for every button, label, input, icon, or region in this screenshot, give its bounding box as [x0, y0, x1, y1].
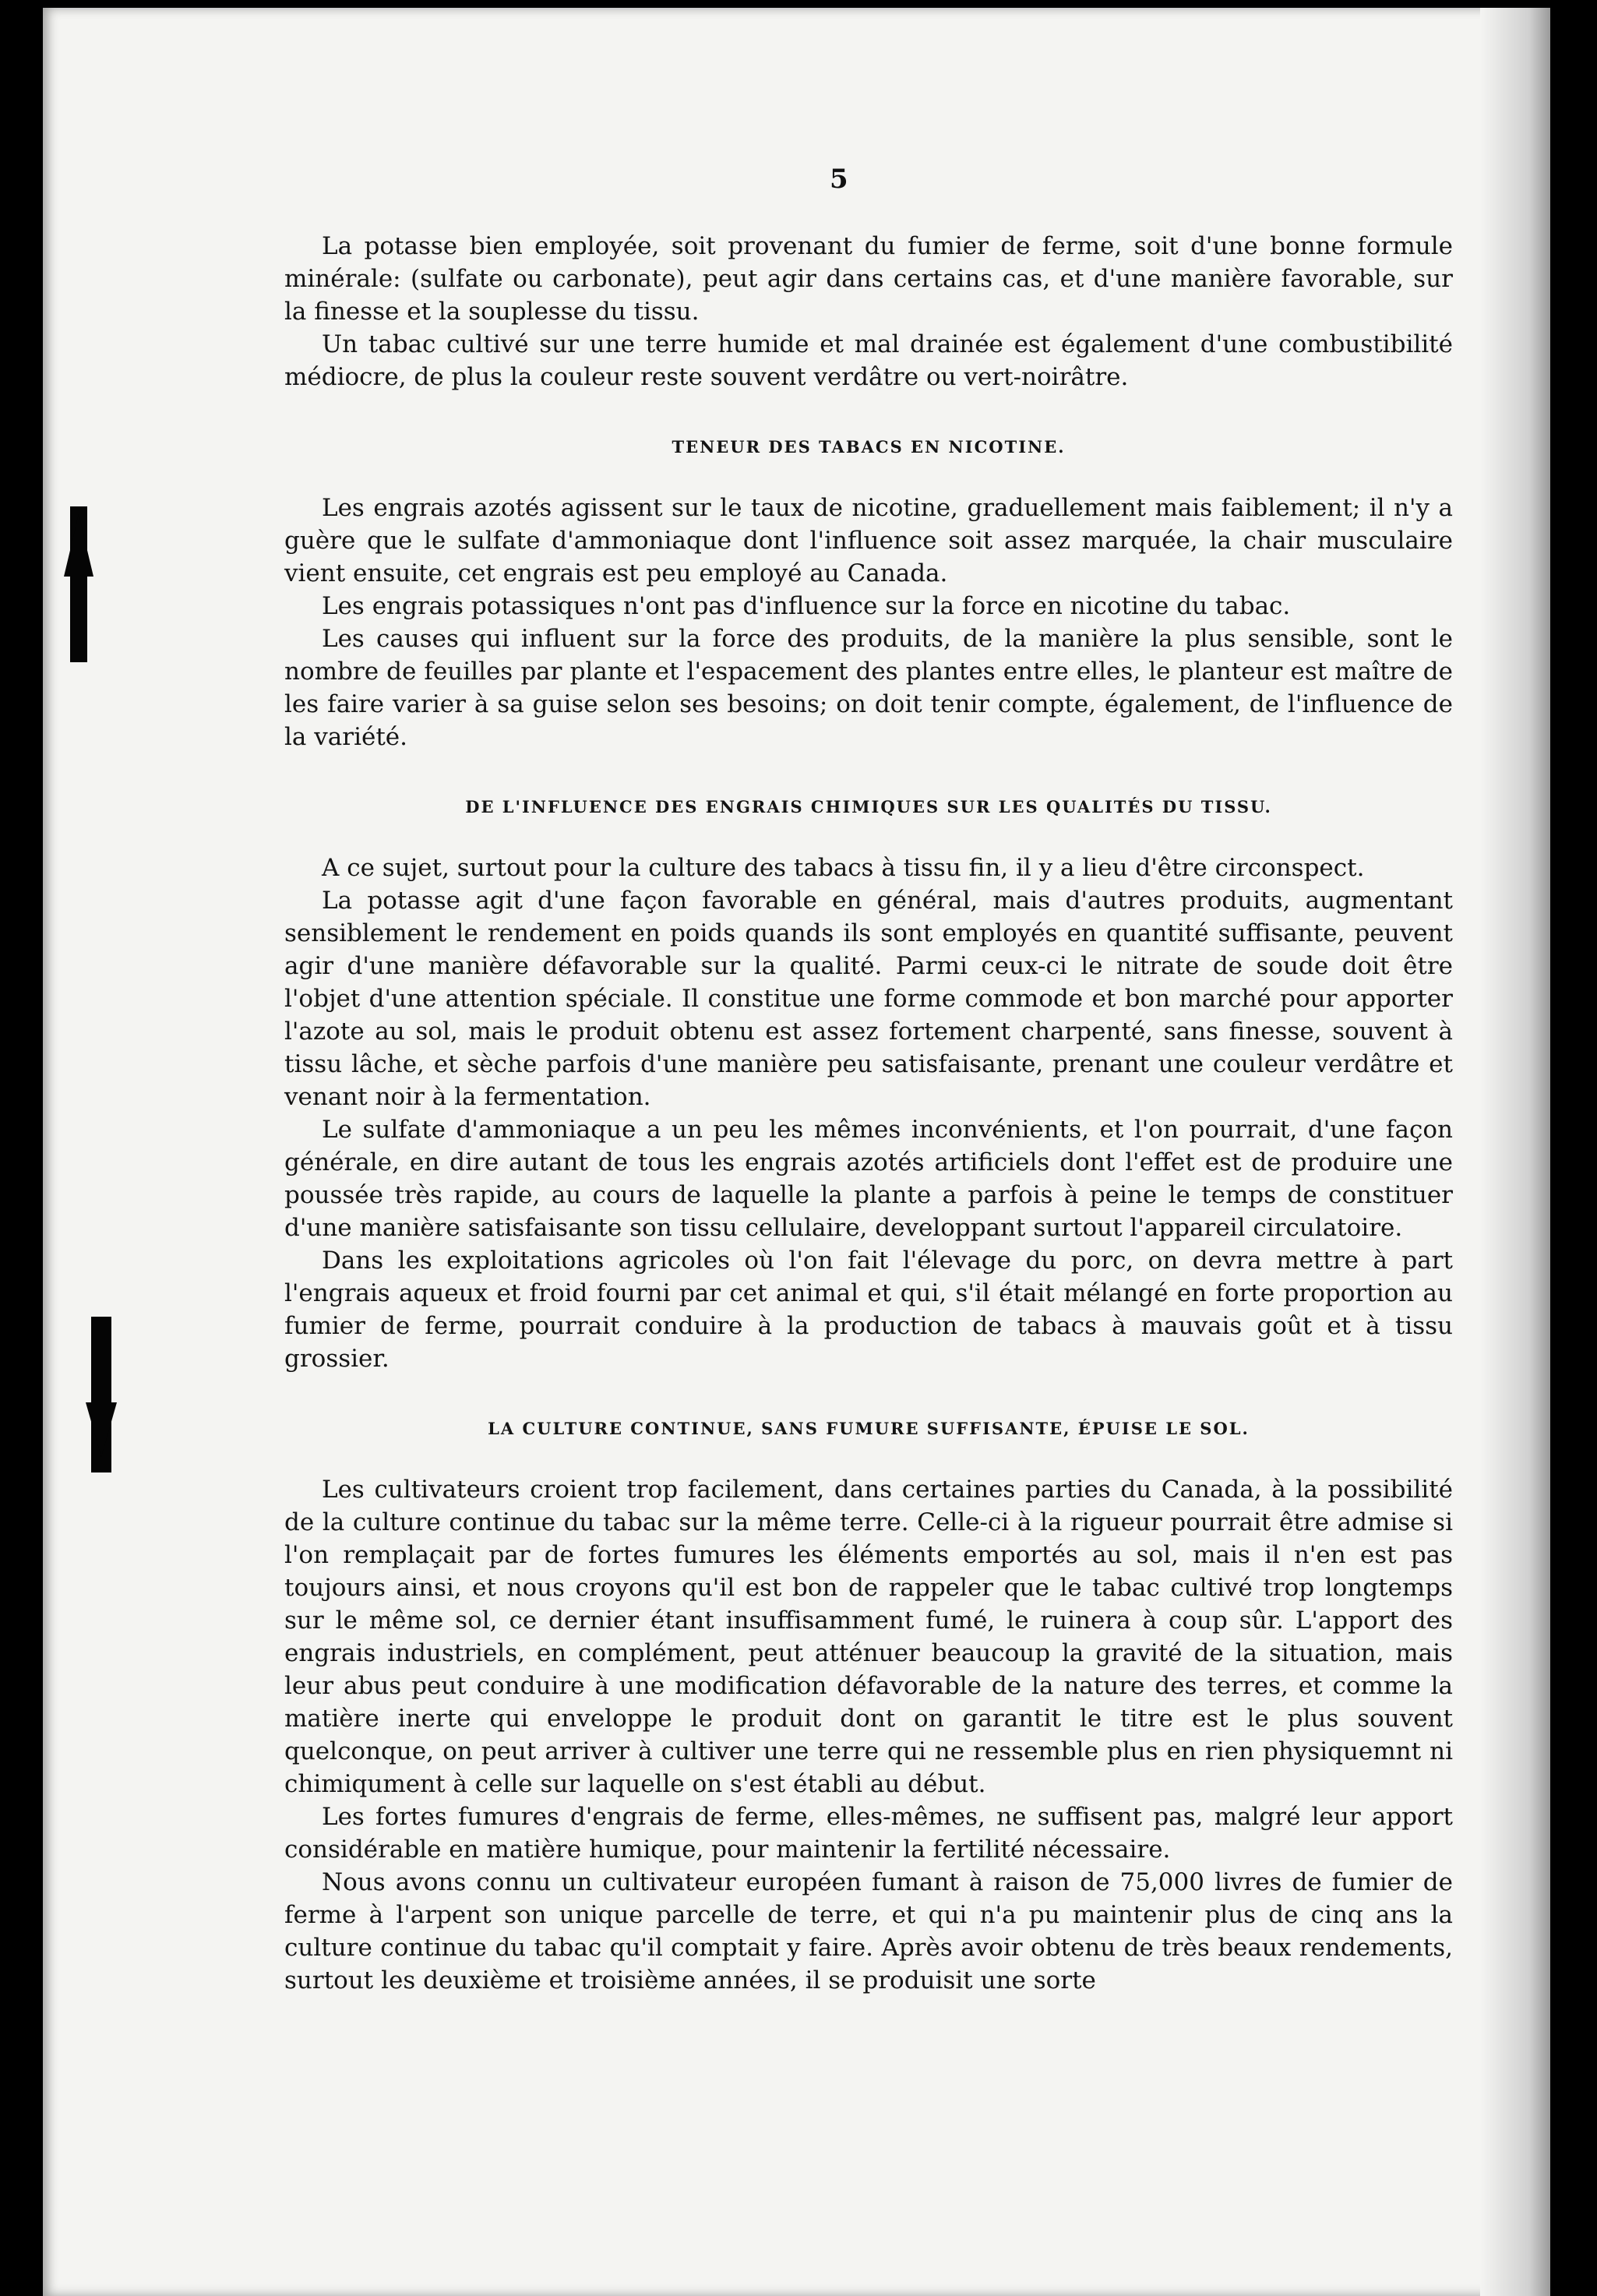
section-heading-nicotine: TENEUR DES TABACS EN NICOTINE.: [672, 437, 1066, 457]
paragraph: Les causes qui influent sur la force des produits, de la manière la plus sensible, sont le nombre de feuilles par plante et l'espacement des plantes entre elles, le planteur est maître de les faire varier à sa guise selon ses besoins; on doit tenir compte, également, de l'influence de la variété.: [284, 625, 1453, 751]
page-edge-shadow: [1480, 8, 1550, 2296]
paragraph: Les fortes fumures d'engrais de ferme, elles-mêmes, ne suffisent pas, malgré leur apport considérable en matière humique, pour maintenir la fertilité nécessaire.: [284, 1803, 1453, 1864]
paragraph: Les cultivateurs croient trop facilement, dans certaines parties du Canada, à la possibilité de la culture continue du tabac sur la même terre. Celle-ci à la rigueur pourrait être admise si l'on remplaçait par de fortes fumures les éléments emportés au sol, mais il n'en est pas toujours ainsi, et nous croyons qu'il est bon de rappeler que le tabac cultivé trop longtemps sur le même sol, ce dernier étant insuffisamment fumé, le ruinera à coup sûr. L'apport des engrais industriels, en complément, peut atténuer beaucoup la gravité de la situation, mais leur abus peut conduire à une modification défavorable de la nature des terres, et comme la matière inerte qui enveloppe le produit dont on garantit le titre est le plus souvent quelconque, on peut arriver à cultiver une terre qui ne ressemble plus en rien physiquemnt ni chimiqument à celle sur laquelle on s'est établi au début.: [284, 1476, 1453, 1798]
paragraph: Le sulfate d'ammoniaque a un peu les mêmes inconvénients, et l'on pourrait, d'une façon générale, en dire autant de tous les engrais azotés artificiels dont l'effet est de produire une poussée très rapide, au cours de laquelle la plante a parfois à peine le temps de constituer d'une manière satisfaisante son tissu cellulaire, developpant surtout l'appareil circulatoire.: [284, 1116, 1453, 1242]
paragraph: Les engrais potassiques n'ont pas d'influence sur la force en nicotine du tabac.: [322, 592, 1291, 620]
registration-mark-bottom-tip: [86, 1402, 117, 1457]
page-number: 5: [830, 164, 848, 195]
registration-mark-top-tip: [64, 514, 93, 577]
document-page: [43, 8, 1550, 2296]
section-heading-culture-continue: LA CULTURE CONTINUE, SANS FUMURE SUFFISANTE, ÉPUISE LE SOL.: [488, 1419, 1250, 1438]
paragraph: Les engrais azotés agissent sur le taux de nicotine, graduellement mais faiblement; il n'y a guère que le sulfate d'ammoniaque dont l'influence soit assez marquée, la chair musculaire vient ensuite, cet engrais est peu employé au Canada.: [284, 494, 1453, 587]
paragraph: Dans les exploitations agricoles où l'on fait l'élevage du porc, on devra mettre à part l'engrais aqueux et froid fourni par cet animal et qui, s'il était mélangé en forte proportion au fumier de ferme, pourrait conduire à la production de tabacs à mauvais goût et à tissu grossier.: [284, 1247, 1453, 1373]
body-text: [284, 230, 1453, 1997]
intro-paragraph-2: Un tabac cultivé sur une terre humide et mal drainée est également d'une combustibilité médiocre, de plus la couleur reste souvent verdâtre ou vert-noirâtre.: [284, 330, 1453, 391]
intro-paragraph-1: La potasse bien employée, soit provenant du fumier de ferme, soit d'une bonne formule minérale: (sulfate ou carbonate), peut agir dans certains cas, et d'une manière favorable, sur la finesse et la souplesse du tissu.: [284, 232, 1453, 326]
paragraph: La potasse agit d'une façon favorable en général, mais d'autres produits, augmentant sensiblement le rendement en poids quands ils sont employés en quantité suffisante, peuvent agir d'une manière défavorable sur la qualité. Parmi ceux-ci le nitrate de soude doit être l'objet d'une attention spéciale. Il constitue une forme commode et bon marché pour apporter l'azote au sol, mais le produit obtenu est assez fortement charpenté, sans finesse, souvent à tissu lâche, et sèche parfois d'une manière peu satisfaisante, prenant une couleur verdâtre et venant noir à la fermentation.: [284, 887, 1453, 1111]
paragraph: A ce sujet, surtout pour la culture des tabacs à tissu fin, il y a lieu d'être circonspect.: [322, 854, 1365, 882]
paragraph: Nous avons connu un cultivateur européen fumant à raison de 75,000 livres de fumier de ferme à l'arpent son unique parcelle de terre, et qui n'a pu maintenir plus de cinq ans la culture continue du tabac qu'il comptait y faire. Après avoir obtenu de très beaux rendements, surtout les deuxième et troisième années, il se produisit une sorte: [284, 1868, 1453, 1994]
section-heading-engrais-chimiques: DE L'INFLUENCE DES ENGRAIS CHIMIQUES SUR LES QUALITÉS DU TISSU.: [465, 797, 1272, 816]
